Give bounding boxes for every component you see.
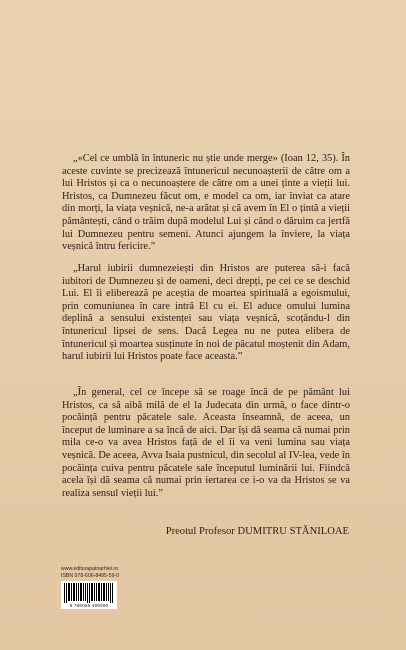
- quote-3-text: „În general, cel ce începe să se roage încă de pe pământ lui Hristos, ca să aibă milă de el la Judecata din urmă, o face dintr-o pocăință pentru păcatele sale. Aceasta înseamnă, de aceea, un început de luminare a sa încă de aici. Dar își dă seama că numai prin mila ce-o va avea Hristos față de el îi va veni lumina sau viața veșnică. De aceea, Avva Isaia pustnicul, din secolul al IV-lea, vede în pocăința cuiva pentru păcatele sale începutul luminării lui. Fiindcă acela își dă seama că numai prin iertarea ce i-o va da Hristos se va realiza sensul vieții lui.”: [62, 387, 350, 499]
- publisher-info: [61, 566, 119, 579]
- isbn-text: ISBN 978-606-8495-59-0: [61, 572, 119, 579]
- publisher-url: www.editurapatriarhiei.ro: [61, 566, 119, 572]
- author-signature: Preotul Profesor DUMITRU STĂNILOAE: [165, 526, 349, 537]
- barcode-number: 9 786068 495590: [61, 603, 117, 609]
- barcode-icon: [61, 581, 117, 603]
- quote-1: [62, 153, 350, 254]
- quote-2-text: „Harul iubirii dumnezeiești din Hristos are puterea să-i facă iubitori de Dumnezeu și de oameni, deci drepți, pe cei ce se deschid Lui. El îi eliberează pe aceștia de moartea spirituală a egoismului, prin comuniunea în care intră El cu ei. El aduce omului lumina deplină a sensului existenței sau viața veșnică, scoțându-l din întunericul lipsei de sens. Dacă Legea nu ne putea elibera de întunericul și moartea susținute în noi de păcatul moștenit din Adam, harul iubirii lui Hristos poate face aceasta.”: [62, 263, 350, 363]
- quote-2: [62, 263, 350, 364]
- quote-1-text: „«Cel ce umblă în întuneric nu știe unde merge» (Ioan 12, 35). În aceste cuvinte se precizează întunericul necunoașterii de către om a lui Hristos și ca o necunoaștere de către om a unei ținte a vieții lui. Hristos, ca Dumnezeu făcut om, e model ca om, iar înviat ca atare din morți, la viața veșnică, ne-a arătat și că avem în El o țintă a vieții pământești, când o trăim după modelul Lui și când o dăruim ca jertfă lui Dumnezeu pentru semeni. Atunci ajungem la înviere, la viața veșnică întru fericire.”: [62, 153, 350, 253]
- quote-3: [62, 387, 350, 500]
